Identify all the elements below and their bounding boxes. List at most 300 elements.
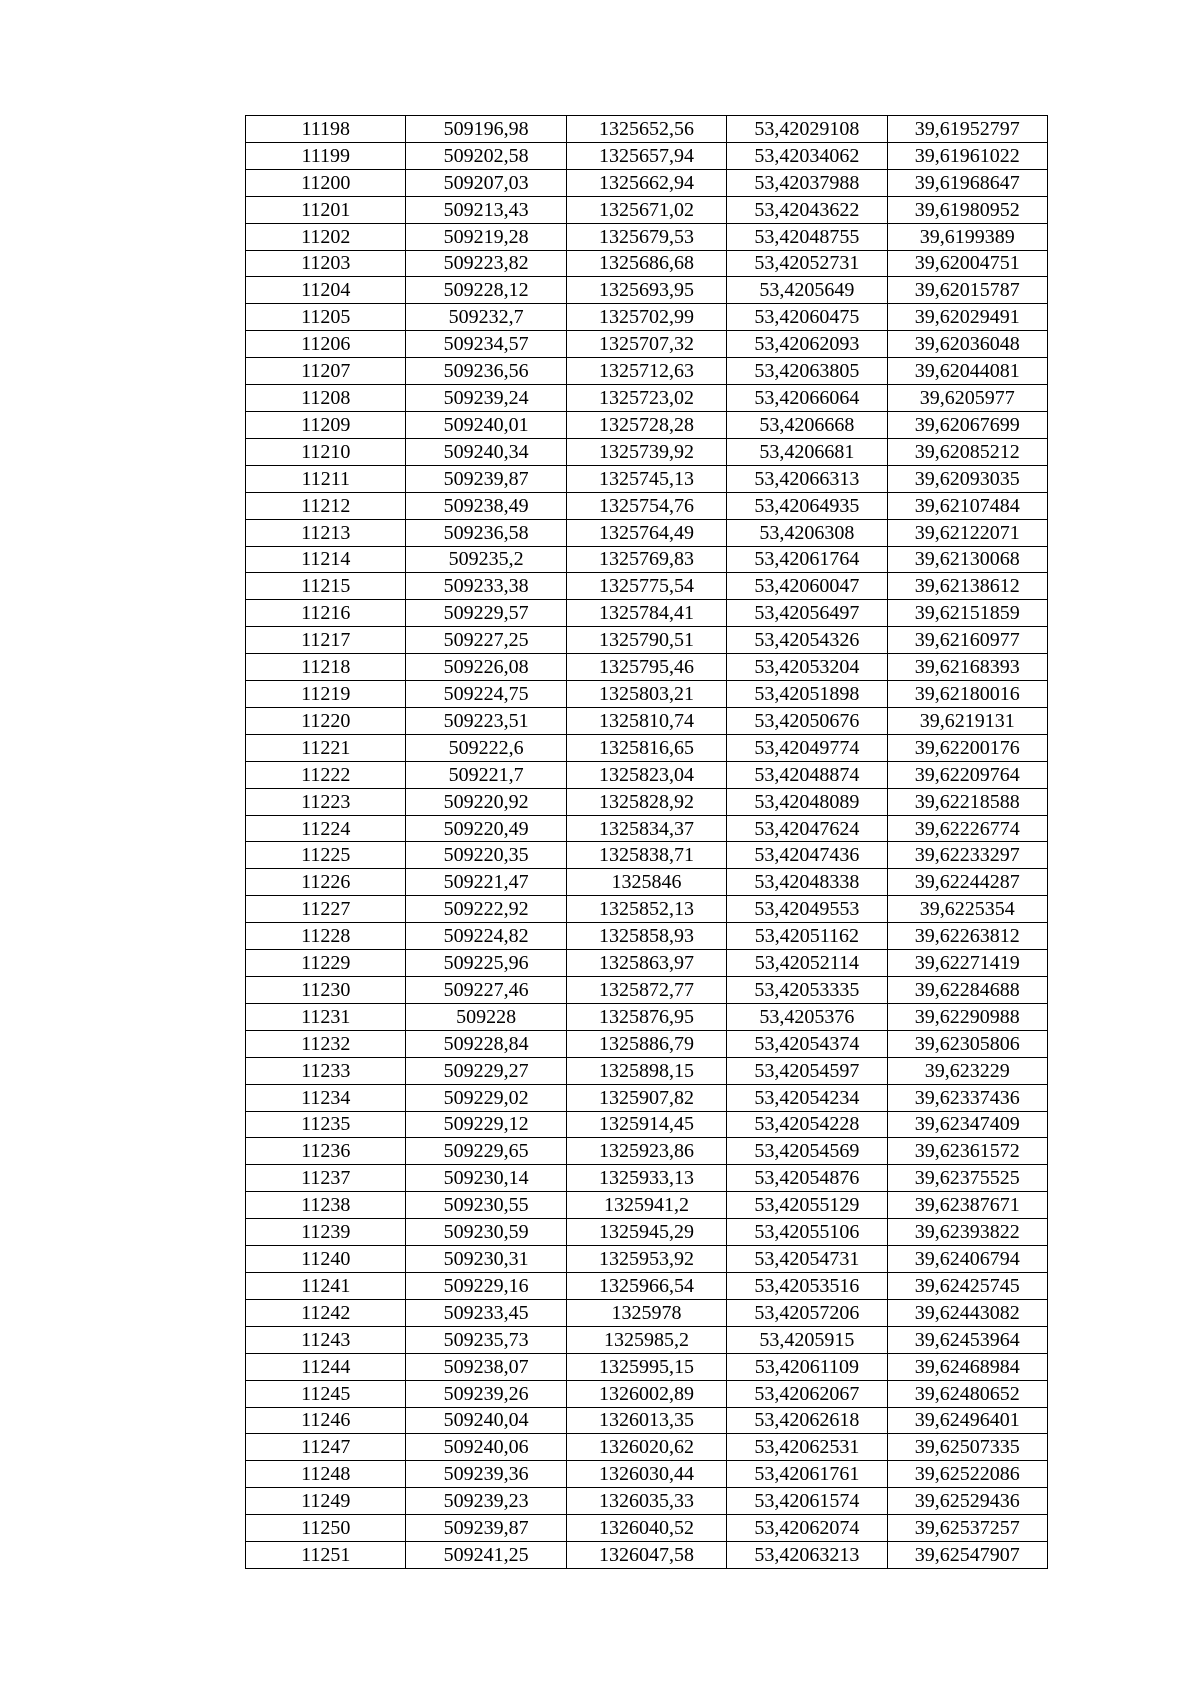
cell-y: 1325816,65 (566, 734, 726, 761)
cell-point: 11236 (246, 1138, 406, 1165)
table-row (246, 896, 1048, 923)
cell-longitude: 39,62085212 (887, 438, 1047, 465)
cell-point: 11227 (246, 896, 406, 923)
table-row (246, 869, 1048, 896)
table-row (246, 1030, 1048, 1057)
cell-longitude: 39,62290988 (887, 1003, 1047, 1030)
table-row (246, 358, 1048, 385)
table-row (246, 465, 1048, 492)
cell-point: 11237 (246, 1165, 406, 1192)
cell-longitude: 39,61968647 (887, 169, 1047, 196)
cell-point: 11207 (246, 358, 406, 385)
cell-x: 509233,45 (406, 1299, 566, 1326)
table-row (246, 1246, 1048, 1273)
cell-y: 1325679,53 (566, 223, 726, 250)
cell-x: 509235,73 (406, 1326, 566, 1353)
cell-latitude: 53,42052731 (727, 250, 887, 277)
table-row (246, 573, 1048, 600)
cell-y: 1325995,15 (566, 1353, 726, 1380)
cell-y: 1326002,89 (566, 1380, 726, 1407)
cell-point: 11218 (246, 654, 406, 681)
cell-y: 1325886,79 (566, 1030, 726, 1057)
table-row (246, 519, 1048, 546)
cell-y: 1325828,92 (566, 788, 726, 815)
cell-latitude: 53,42054569 (727, 1138, 887, 1165)
table-row (246, 1219, 1048, 1246)
table-row (246, 1380, 1048, 1407)
table-row (246, 977, 1048, 1004)
cell-y: 1326035,33 (566, 1488, 726, 1515)
cell-y: 1325754,76 (566, 492, 726, 519)
table-row (246, 169, 1048, 196)
cell-y: 1325852,13 (566, 896, 726, 923)
cell-y: 1326013,35 (566, 1407, 726, 1434)
cell-x: 509233,38 (406, 573, 566, 600)
cell-longitude: 39,62496401 (887, 1407, 1047, 1434)
table-row (246, 1434, 1048, 1461)
table-row (246, 1003, 1048, 1030)
cell-x: 509220,35 (406, 842, 566, 869)
cell-latitude: 53,42054228 (727, 1111, 887, 1138)
cell-point: 11242 (246, 1299, 406, 1326)
cell-longitude: 39,62044081 (887, 358, 1047, 385)
cell-longitude: 39,62522086 (887, 1461, 1047, 1488)
cell-longitude: 39,62387671 (887, 1192, 1047, 1219)
cell-longitude: 39,6219131 (887, 707, 1047, 734)
cell-latitude: 53,42051162 (727, 923, 887, 950)
cell-latitude: 53,42054876 (727, 1165, 887, 1192)
cell-x: 509232,7 (406, 304, 566, 331)
table-row (246, 492, 1048, 519)
cell-point: 11241 (246, 1272, 406, 1299)
cell-longitude: 39,62015787 (887, 277, 1047, 304)
cell-y: 1325898,15 (566, 1057, 726, 1084)
cell-point: 11229 (246, 950, 406, 977)
cell-y: 1325978 (566, 1299, 726, 1326)
cell-latitude: 53,42054374 (727, 1030, 887, 1057)
cell-x: 509224,82 (406, 923, 566, 950)
table-row (246, 411, 1048, 438)
cell-point: 11199 (246, 142, 406, 169)
cell-y: 1325739,92 (566, 438, 726, 465)
cell-point: 11203 (246, 250, 406, 277)
cell-longitude: 39,62160977 (887, 627, 1047, 654)
cell-x: 509219,28 (406, 223, 566, 250)
table-row (246, 1461, 1048, 1488)
cell-latitude: 53,42062618 (727, 1407, 887, 1434)
cell-x: 509236,58 (406, 519, 566, 546)
cell-longitude: 39,62337436 (887, 1084, 1047, 1111)
cell-point: 11225 (246, 842, 406, 869)
cell-x: 509228,84 (406, 1030, 566, 1057)
cell-point: 11201 (246, 196, 406, 223)
cell-x: 509229,57 (406, 600, 566, 627)
table-row (246, 1542, 1048, 1569)
cell-latitude: 53,4205376 (727, 1003, 887, 1030)
cell-latitude: 53,42034062 (727, 142, 887, 169)
cell-point: 11246 (246, 1407, 406, 1434)
table-row (246, 438, 1048, 465)
cell-x: 509239,26 (406, 1380, 566, 1407)
cell-point: 11247 (246, 1434, 406, 1461)
cell-longitude: 39,62233297 (887, 842, 1047, 869)
cell-point: 11226 (246, 869, 406, 896)
coordinates-table-body (246, 116, 1048, 1569)
table-row (246, 1515, 1048, 1542)
cell-point: 11228 (246, 923, 406, 950)
table-row (246, 223, 1048, 250)
cell-x: 509238,07 (406, 1353, 566, 1380)
cell-latitude: 53,42061574 (727, 1488, 887, 1515)
cell-x: 509227,25 (406, 627, 566, 654)
cell-x: 509239,24 (406, 385, 566, 412)
cell-latitude: 53,42062093 (727, 331, 887, 358)
cell-longitude: 39,62168393 (887, 654, 1047, 681)
cell-point: 11232 (246, 1030, 406, 1057)
cell-longitude: 39,6199389 (887, 223, 1047, 250)
cell-point: 11205 (246, 304, 406, 331)
cell-longitude: 39,62271419 (887, 950, 1047, 977)
table-row (246, 1407, 1048, 1434)
cell-x: 509207,03 (406, 169, 566, 196)
cell-y: 1325764,49 (566, 519, 726, 546)
cell-point: 11244 (246, 1353, 406, 1380)
cell-x: 509239,87 (406, 1515, 566, 1542)
table-row (246, 277, 1048, 304)
cell-longitude: 39,62067699 (887, 411, 1047, 438)
cell-y: 1325712,63 (566, 358, 726, 385)
cell-latitude: 53,42056497 (727, 600, 887, 627)
cell-x: 509202,58 (406, 142, 566, 169)
cell-latitude: 53,42043622 (727, 196, 887, 223)
cell-x: 509239,23 (406, 1488, 566, 1515)
cell-longitude: 39,62468984 (887, 1353, 1047, 1380)
cell-latitude: 53,42051898 (727, 681, 887, 708)
cell-longitude: 39,62036048 (887, 331, 1047, 358)
cell-point: 11204 (246, 277, 406, 304)
cell-x: 509230,59 (406, 1219, 566, 1246)
table-row (246, 681, 1048, 708)
cell-y: 1326030,44 (566, 1461, 726, 1488)
cell-point: 11206 (246, 331, 406, 358)
cell-latitude: 53,42053516 (727, 1272, 887, 1299)
cell-longitude: 39,62107484 (887, 492, 1047, 519)
table-row (246, 654, 1048, 681)
cell-latitude: 53,4205915 (727, 1326, 887, 1353)
cell-latitude: 53,42061764 (727, 546, 887, 573)
coordinates-table (245, 115, 1048, 1569)
cell-latitude: 53,42060047 (727, 573, 887, 600)
cell-x: 509229,16 (406, 1272, 566, 1299)
table-row (246, 923, 1048, 950)
cell-latitude: 53,4206668 (727, 411, 887, 438)
cell-y: 1325966,54 (566, 1272, 726, 1299)
cell-longitude: 39,62425745 (887, 1272, 1047, 1299)
cell-y: 1326020,62 (566, 1434, 726, 1461)
table-row (246, 734, 1048, 761)
cell-y: 1325846 (566, 869, 726, 896)
cell-x: 509241,25 (406, 1542, 566, 1569)
cell-longitude: 39,62347409 (887, 1111, 1047, 1138)
cell-y: 1325652,56 (566, 116, 726, 143)
cell-latitude: 53,42047436 (727, 842, 887, 869)
cell-longitude: 39,62375525 (887, 1165, 1047, 1192)
cell-y: 1325876,95 (566, 1003, 726, 1030)
table-row (246, 250, 1048, 277)
cell-point: 11216 (246, 600, 406, 627)
table-row (246, 627, 1048, 654)
cell-latitude: 53,42066313 (727, 465, 887, 492)
cell-latitude: 53,42063213 (727, 1542, 887, 1569)
table-row (246, 950, 1048, 977)
cell-latitude: 53,42037988 (727, 169, 887, 196)
cell-x: 509240,34 (406, 438, 566, 465)
cell-latitude: 53,42060475 (727, 304, 887, 331)
cell-longitude: 39,62029491 (887, 304, 1047, 331)
cell-x: 509223,82 (406, 250, 566, 277)
cell-point: 11223 (246, 788, 406, 815)
cell-longitude: 39,62226774 (887, 815, 1047, 842)
cell-x: 509236,56 (406, 358, 566, 385)
cell-point: 11248 (246, 1461, 406, 1488)
cell-longitude: 39,62529436 (887, 1488, 1047, 1515)
cell-longitude: 39,623229 (887, 1057, 1047, 1084)
cell-point: 11212 (246, 492, 406, 519)
cell-longitude: 39,62406794 (887, 1246, 1047, 1273)
cell-y: 1325790,51 (566, 627, 726, 654)
cell-y: 1325707,32 (566, 331, 726, 358)
cell-point: 11217 (246, 627, 406, 654)
table-row (246, 1138, 1048, 1165)
cell-longitude: 39,62093035 (887, 465, 1047, 492)
cell-y: 1325823,04 (566, 761, 726, 788)
cell-x: 509222,92 (406, 896, 566, 923)
cell-latitude: 53,42047624 (727, 815, 887, 842)
cell-longitude: 39,62122071 (887, 519, 1047, 546)
cell-longitude: 39,62138612 (887, 573, 1047, 600)
cell-x: 509220,92 (406, 788, 566, 815)
cell-point: 11245 (246, 1380, 406, 1407)
cell-x: 509229,27 (406, 1057, 566, 1084)
cell-point: 11208 (246, 385, 406, 412)
cell-x: 509238,49 (406, 492, 566, 519)
cell-x: 509228 (406, 1003, 566, 1030)
cell-point: 11239 (246, 1219, 406, 1246)
cell-x: 509229,12 (406, 1111, 566, 1138)
cell-point: 11233 (246, 1057, 406, 1084)
cell-x: 509239,36 (406, 1461, 566, 1488)
cell-x: 509196,98 (406, 116, 566, 143)
cell-latitude: 53,4205649 (727, 277, 887, 304)
cell-x: 509222,6 (406, 734, 566, 761)
cell-x: 509239,87 (406, 465, 566, 492)
cell-longitude: 39,62443082 (887, 1299, 1047, 1326)
table-row (246, 1299, 1048, 1326)
cell-longitude: 39,62547907 (887, 1542, 1047, 1569)
cell-y: 1325858,93 (566, 923, 726, 950)
cell-x: 509223,51 (406, 707, 566, 734)
cell-x: 509227,46 (406, 977, 566, 1004)
cell-latitude: 53,42049774 (727, 734, 887, 761)
cell-y: 1325702,99 (566, 304, 726, 331)
cell-longitude: 39,62393822 (887, 1219, 1047, 1246)
table-row (246, 761, 1048, 788)
cell-point: 11250 (246, 1515, 406, 1542)
cell-y: 1325945,29 (566, 1219, 726, 1246)
cell-longitude: 39,62263812 (887, 923, 1047, 950)
cell-x: 509230,14 (406, 1165, 566, 1192)
cell-latitude: 53,42066064 (727, 385, 887, 412)
cell-latitude: 53,42063805 (727, 358, 887, 385)
cell-longitude: 39,62004751 (887, 250, 1047, 277)
table-row (246, 142, 1048, 169)
table-row (246, 707, 1048, 734)
cell-y: 1325657,94 (566, 142, 726, 169)
cell-x: 509224,75 (406, 681, 566, 708)
cell-point: 11240 (246, 1246, 406, 1273)
cell-y: 1325863,97 (566, 950, 726, 977)
cell-y: 1325795,46 (566, 654, 726, 681)
cell-x: 509230,31 (406, 1246, 566, 1273)
cell-latitude: 53,42062067 (727, 1380, 887, 1407)
cell-y: 1326047,58 (566, 1542, 726, 1569)
cell-latitude: 53,42029108 (727, 116, 887, 143)
cell-x: 509226,08 (406, 654, 566, 681)
cell-y: 1325723,02 (566, 385, 726, 412)
cell-y: 1325671,02 (566, 196, 726, 223)
cell-latitude: 53,42054326 (727, 627, 887, 654)
cell-longitude: 39,6225354 (887, 896, 1047, 923)
cell-point: 11222 (246, 761, 406, 788)
cell-y: 1325933,13 (566, 1165, 726, 1192)
cell-latitude: 53,42053335 (727, 977, 887, 1004)
cell-y: 1326040,52 (566, 1515, 726, 1542)
cell-point: 11210 (246, 438, 406, 465)
cell-longitude: 39,62453964 (887, 1326, 1047, 1353)
cell-x: 509220,49 (406, 815, 566, 842)
cell-x: 509240,01 (406, 411, 566, 438)
cell-longitude: 39,61952797 (887, 116, 1047, 143)
cell-y: 1325775,54 (566, 573, 726, 600)
cell-y: 1325914,45 (566, 1111, 726, 1138)
table-row (246, 304, 1048, 331)
cell-longitude: 39,61961022 (887, 142, 1047, 169)
cell-x: 509229,65 (406, 1138, 566, 1165)
cell-latitude: 53,42064935 (727, 492, 887, 519)
cell-latitude: 53,42061761 (727, 1461, 887, 1488)
cell-longitude: 39,62244287 (887, 869, 1047, 896)
cell-x: 509234,57 (406, 331, 566, 358)
cell-point: 11249 (246, 1488, 406, 1515)
cell-x: 509229,02 (406, 1084, 566, 1111)
cell-x: 509213,43 (406, 196, 566, 223)
cell-latitude: 53,42061109 (727, 1353, 887, 1380)
table-row (246, 1165, 1048, 1192)
cell-point: 11251 (246, 1542, 406, 1569)
cell-y: 1325985,2 (566, 1326, 726, 1353)
cell-y: 1325838,71 (566, 842, 726, 869)
cell-latitude: 53,42062074 (727, 1515, 887, 1542)
cell-point: 11211 (246, 465, 406, 492)
cell-latitude: 53,42048338 (727, 869, 887, 896)
cell-longitude: 39,62361572 (887, 1138, 1047, 1165)
table-row (246, 546, 1048, 573)
cell-point: 11200 (246, 169, 406, 196)
cell-x: 509228,12 (406, 277, 566, 304)
cell-longitude: 39,62151859 (887, 600, 1047, 627)
cell-longitude: 39,6205977 (887, 385, 1047, 412)
table-row (246, 815, 1048, 842)
cell-x: 509240,06 (406, 1434, 566, 1461)
table-row (246, 788, 1048, 815)
cell-x: 509235,2 (406, 546, 566, 573)
cell-x: 509225,96 (406, 950, 566, 977)
cell-latitude: 53,42062531 (727, 1434, 887, 1461)
cell-x: 509230,55 (406, 1192, 566, 1219)
cell-point: 11230 (246, 977, 406, 1004)
cell-point: 11209 (246, 411, 406, 438)
table-row (246, 1084, 1048, 1111)
cell-x: 509221,47 (406, 869, 566, 896)
cell-longitude: 39,62130068 (887, 546, 1047, 573)
table-row (246, 1192, 1048, 1219)
cell-y: 1325907,82 (566, 1084, 726, 1111)
cell-y: 1325769,83 (566, 546, 726, 573)
cell-longitude: 39,62209764 (887, 761, 1047, 788)
table-row (246, 1272, 1048, 1299)
cell-point: 11220 (246, 707, 406, 734)
cell-latitude: 53,42053204 (727, 654, 887, 681)
table-row (246, 1326, 1048, 1353)
cell-point: 11202 (246, 223, 406, 250)
cell-longitude: 39,62507335 (887, 1434, 1047, 1461)
table-row (246, 331, 1048, 358)
table-row (246, 1057, 1048, 1084)
cell-point: 11219 (246, 681, 406, 708)
cell-y: 1325784,41 (566, 600, 726, 627)
cell-y: 1325941,2 (566, 1192, 726, 1219)
table-row (246, 1488, 1048, 1515)
table-row (246, 1353, 1048, 1380)
cell-latitude: 53,42049553 (727, 896, 887, 923)
cell-point: 11215 (246, 573, 406, 600)
cell-longitude: 39,62180016 (887, 681, 1047, 708)
cell-y: 1325923,86 (566, 1138, 726, 1165)
cell-latitude: 53,4206681 (727, 438, 887, 465)
cell-y: 1325953,92 (566, 1246, 726, 1273)
cell-y: 1325693,95 (566, 277, 726, 304)
cell-longitude: 39,62537257 (887, 1515, 1047, 1542)
cell-latitude: 53,42057206 (727, 1299, 887, 1326)
cell-longitude: 39,62480652 (887, 1380, 1047, 1407)
cell-point: 11234 (246, 1084, 406, 1111)
cell-y: 1325686,68 (566, 250, 726, 277)
cell-latitude: 53,42054597 (727, 1057, 887, 1084)
table-row (246, 385, 1048, 412)
cell-y: 1325728,28 (566, 411, 726, 438)
cell-latitude: 53,42050676 (727, 707, 887, 734)
cell-y: 1325803,21 (566, 681, 726, 708)
cell-latitude: 53,42055129 (727, 1192, 887, 1219)
cell-point: 11198 (246, 116, 406, 143)
table-row (246, 116, 1048, 143)
cell-point: 11221 (246, 734, 406, 761)
cell-y: 1325662,94 (566, 169, 726, 196)
cell-x: 509240,04 (406, 1407, 566, 1434)
cell-y: 1325834,37 (566, 815, 726, 842)
cell-x: 509221,7 (406, 761, 566, 788)
table-row (246, 600, 1048, 627)
